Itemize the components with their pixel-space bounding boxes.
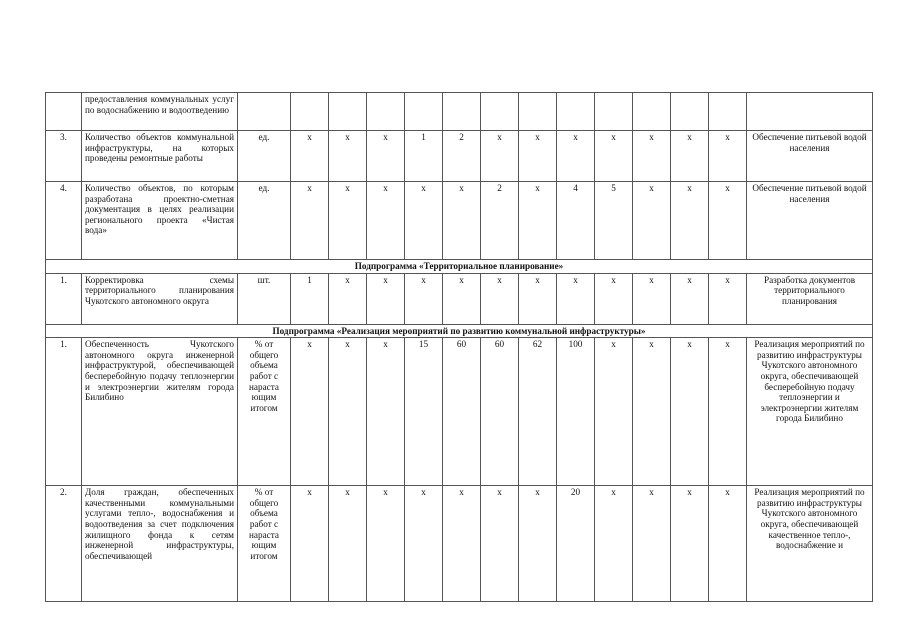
indicator-value: х [671,486,709,602]
indicator-value: 20 [557,486,595,602]
indicator-value: х [329,273,367,324]
indicator-value: х [671,182,709,260]
section-row [46,324,873,338]
indicator-value: х [633,273,671,324]
indicator-value: х [405,273,443,324]
indicator-value: х [329,182,367,260]
table-row [46,338,873,486]
indicator-value [709,93,747,131]
indicator-value: 5 [595,182,633,260]
indicator-value: х [671,338,709,486]
subprogram-heading: Подпрограмма «Территориальное планирование» [46,260,873,274]
indicator-value [367,93,405,131]
indicator-value: х [709,182,747,260]
indicator-value [595,93,633,131]
indicator-value: х [367,273,405,324]
section-row [46,260,873,274]
unit-of-measure: % от общего объема работ с нараста ющим итогом [238,338,291,486]
indicator-value: х [519,131,557,182]
indicator-value: х [595,338,633,486]
indicator-name: Обеспеченность Чукотского автономного округа инженерной инфраструктурой, обеспечивающей бесперебойную подачу теплоэнергии и электроэнергии жителям города Билибино [82,338,238,486]
indicator-value [519,93,557,131]
indicator-value: х [291,182,329,260]
expected-result: Обеспечение питьевой водой населения [747,182,873,260]
indicator-value: 2 [443,131,481,182]
indicator-name: Доля граждан, обеспеченных качественными коммунальными услугами тепло-, водоснабжения и водоотведения за счет подключения жилищного фонда к сетям инженерной инфраструктуры, обеспечивающей [82,486,238,602]
row-number: 3. [46,131,82,182]
row-number: 1. [46,338,82,486]
indicator-value: х [405,182,443,260]
indicator-value: х [291,131,329,182]
indicator-value: х [329,486,367,602]
expected-result: Обеспечение питьевой водой населения [747,131,873,182]
indicator-name: предоставления коммунальных услуг по водоснабжению и водоотведению [82,93,238,131]
indicator-value: х [633,131,671,182]
indicator-value [557,93,595,131]
indicator-value: 100 [557,338,595,486]
table-row [46,93,873,131]
indicator-value [405,93,443,131]
indicator-value: 62 [519,338,557,486]
indicator-name: Количество объектов коммунальной инфраструктуры, на которых проведены ремонтные работы [82,131,238,182]
indicator-value: х [367,182,405,260]
subprogram-heading: Подпрограмма «Реализация мероприятий по развитию коммунальной инфраструктуры» [46,324,873,338]
indicator-value: х [367,486,405,602]
indicator-value [671,93,709,131]
expected-result [747,93,873,131]
row-number: 4. [46,182,82,260]
expected-result: Реализация мероприятий по развитию инфраструктуры Чукотского автономного округа, обеспечивающей качественное тепло-, водоснабжение и [747,486,873,602]
indicator-value: х [291,486,329,602]
unit-of-measure [238,93,291,131]
indicator-value: х [443,273,481,324]
indicator-value: 1 [291,273,329,324]
row-number: 1. [46,273,82,324]
expected-result: Разработка документов территориального планирования [747,273,873,324]
indicator-value: х [557,273,595,324]
indicator-value: х [519,182,557,260]
indicator-value [633,93,671,131]
indicator-value: х [329,338,367,486]
indicator-value: х [633,486,671,602]
indicator-value [443,93,481,131]
indicator-value: 1 [405,131,443,182]
indicator-name: Корректировка схемы территориального планирования Чукотского автономного округа [82,273,238,324]
indicator-value: х [481,486,519,602]
table-row [46,486,873,602]
unit-of-measure: ед. [238,182,291,260]
unit-of-measure: ед. [238,131,291,182]
indicator-value: 15 [405,338,443,486]
row-number [46,93,82,131]
indicator-value: х [519,486,557,602]
indicator-value: х [709,273,747,324]
indicator-value [481,93,519,131]
indicator-value: х [595,486,633,602]
indicator-value: 60 [481,338,519,486]
unit-of-measure: % от общего объема работ с нараста ющим итогом [238,486,291,602]
indicator-value: х [481,273,519,324]
table-row [46,273,873,324]
indicator-value: х [709,131,747,182]
indicator-value: х [557,131,595,182]
indicator-value: х [595,273,633,324]
row-number: 2. [46,486,82,602]
indicator-value: х [291,338,329,486]
indicator-value: х [633,338,671,486]
indicator-value: 60 [443,338,481,486]
unit-of-measure: шт. [238,273,291,324]
indicator-value: 4 [557,182,595,260]
indicator-value: х [443,182,481,260]
indicator-value: 2 [481,182,519,260]
indicator-value: х [595,131,633,182]
indicator-value [291,93,329,131]
table-row [46,131,873,182]
indicator-value: х [709,486,747,602]
indicator-value: х [367,338,405,486]
expected-result: Реализация мероприятий по развитию инфраструктуры Чукотского автономного округа, обеспечивающей бесперебойную подачу теплоэнергии и электроэнергии жителям города Билибино [747,338,873,486]
indicators-table [45,92,873,602]
indicator-value: х [329,131,367,182]
indicator-value: х [709,338,747,486]
indicator-value: х [443,486,481,602]
indicator-value: х [481,131,519,182]
indicator-value: х [633,182,671,260]
table-row [46,182,873,260]
indicator-value: х [519,273,557,324]
indicator-name: Количество объектов, по которым разработана проектно-сметная документация в целях реализации регионального проекта «Чистая вода» [82,182,238,260]
indicator-value: х [671,131,709,182]
indicator-value: х [367,131,405,182]
indicator-value [329,93,367,131]
indicator-value: х [405,486,443,602]
indicator-value: х [671,273,709,324]
